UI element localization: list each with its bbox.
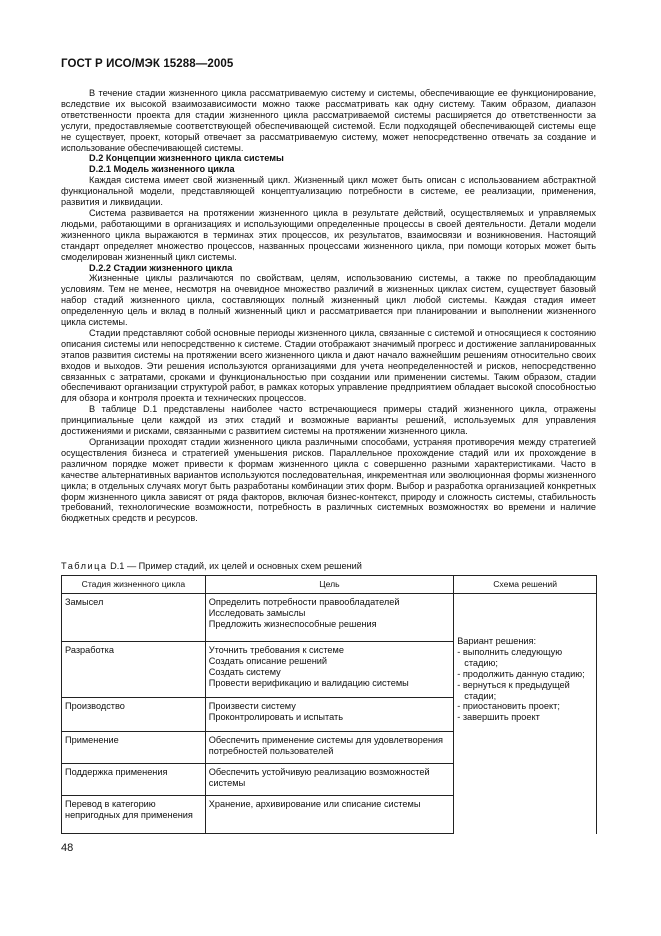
- subsection-heading: D.2.2 Стадии жизненного цикла: [89, 262, 233, 273]
- stage-cell: Применение: [62, 732, 206, 764]
- column-header: Схема решений: [454, 576, 597, 594]
- scheme-title: Вариант решения:: [457, 636, 537, 646]
- goal-cell: Произвести систему Проконтролировать и испытать: [205, 698, 453, 732]
- paragraph: Организации проходят стадии жизненного цикла различными способами, устраняя противоречия между стратегией осуществления бизнеса и стратегией уменьшения рисков. Параллельное прохождение стадий или их прохождение в различном порядке может привести к формам жизненного цикла с совершенно разными характеристиками. Часто в качестве альтернативных вариантов используются последовательная, инкрементная или эволюционная формы жизненного цикла; в отдельных случаях могут быть разработаны комбинации этих форм. Выбор и разработка организацией конкретных форм жизненного цикла зависят от ряда факторов, включая бизнес-контекст, природу и сложность системы, стабильность требований, технологические возможности, потребность в различных системных возможностях во времени и наличие бюджетных средств и ресурсов.: [61, 437, 596, 524]
- column-header: Стадия жизненного цикла: [62, 576, 206, 594]
- paragraph: Система развивается на протяжении жизненного цикла в результате действий, осуществляемых и управляемых людьми, работающими в организациях и использующими определенные процессы в своей деятельности. Детали модели жизненного цикла выражаются в терминах этих процессов, их результатов, взаимосвязи и возникновения. Настоящий стандарт определяет множество процессов, названных процессами жизненного цикла, при помощи которых может быть смоделирован жизненный цикл системы.: [61, 207, 596, 262]
- scheme-item: - завершить проект: [457, 712, 540, 723]
- scheme-item: - продолжить данную стадию;: [457, 668, 585, 679]
- subsection-heading: D.2.1 Модель жизненного цикла: [89, 164, 235, 175]
- scheme-item: - выполнить следующую стадию;: [457, 646, 563, 668]
- scheme-item: - вернуться к предыдущей стадии;: [457, 679, 570, 701]
- stage-cell: Разработка: [62, 642, 206, 698]
- goal-cell: Уточнить требования к системе Создать описание решений Создать систему Провести верификацию и валидацию системы: [205, 642, 453, 698]
- scheme-item: - приостановить проект;: [457, 701, 560, 712]
- page-number: 48: [61, 842, 74, 854]
- paragraph: Жизненные циклы различаются по свойствам, целям, использованию системы, а также по преобладающим условиям. Тем не менее, несмотря на очевидное множество различий в жизненных циклах систем, существует базовый набор стадий жизненного цикла, составляющих полный жизненный цикл любой системы. Каждая стадия имеет определенную цель и вклад в полный жизненный цикл и рассматривается при планировании и выполнении жизненного цикла системы.: [61, 273, 596, 328]
- table-caption-word: Таблица: [61, 561, 108, 571]
- table-caption: [61, 561, 362, 571]
- goal-cell: Обеспечить устойчивую реализацию возможностей системы: [205, 764, 453, 796]
- paragraph: Каждая система имеет свой жизненный цикл. Жизненный цикл может быть описан с использованием абстрактной функциональной модели, представляющей концептуализацию потребности в системе, ее реализации, применения, развития и ликвидации.: [61, 175, 596, 208]
- scheme-cell: [454, 594, 597, 834]
- goal-cell: Обеспечить применение системы для удовлетворения потребностей пользователей: [205, 732, 453, 764]
- table-caption-text: D.1 — Пример стадий, их целей и основных схем решений: [110, 561, 362, 571]
- goal-cell: Определить потребности правообладателей Исследовать замыслы Предложить жизнеспособные решения: [205, 594, 453, 642]
- paragraph: В течение стадии жизненного цикла рассматриваемую систему и системы, обеспечивающие ее функционирование, вследствие их высокой взаимозависимости можно также рассматривать как одну систему. Таким образом, диапазон ответственности проекта для стадии жизненного цикла рассматриваемой системы расширяется до ответственности за услуги, предоставляемые соответствующей обеспечивающей системой. Если подходящей обеспечивающей системы еще не существует, проект, который отвечает за рассматриваемую систему, может непосредственно отвечать за создание и использование обеспечивающей системы.: [61, 88, 596, 153]
- stage-cell: Производство: [62, 698, 206, 732]
- column-header: Цель: [205, 576, 453, 594]
- body-text: [61, 88, 596, 524]
- paragraph: В таблице D.1 представлены наиболее часто встречающиеся примеры стадий жизненного цикла, отражены принципиальные цели каждой из этих стадий и возможные варианты решений, используемых для управления достижениями и рисками, связанными с развитием системы на протяжении жизненного цикла.: [61, 404, 596, 437]
- stage-cell: Замысел: [62, 594, 206, 642]
- stage-cell: Поддержка применения: [62, 764, 206, 796]
- section-heading: D.2 Концепции жизненного цикла системы: [89, 153, 284, 164]
- paragraph: Стадии представляют собой основные периоды жизненного цикла, связанные с системой и относящиеся к состоянию описания системы или непосредственно к системе. Стадии отображают значимый прогресс и достижение запланированных этапов развития системы на протяжении всего жизненного цикла и дают начало важнейшим решениям относительно своих входов и выходов. Эти решения используются организациями для учета неопределенностей и рисков, непосредственно связанных с затратами, сроками и функциональностью при создании или применении системы. Таким образом, стадии обеспечивают организации структурой работ, в рамках которых управление предприятием обладает высокой способностью для обзора и контроля проекта и технических процессов.: [61, 327, 596, 404]
- goal-cell: Хранение, архивирование или списание системы: [205, 796, 453, 834]
- stage-cell: Перевод в категорию непригодных для применения: [62, 796, 206, 834]
- stages-table: [61, 575, 597, 834]
- document-header: ГОСТ Р ИСО/МЭК 15288—2005: [61, 58, 234, 70]
